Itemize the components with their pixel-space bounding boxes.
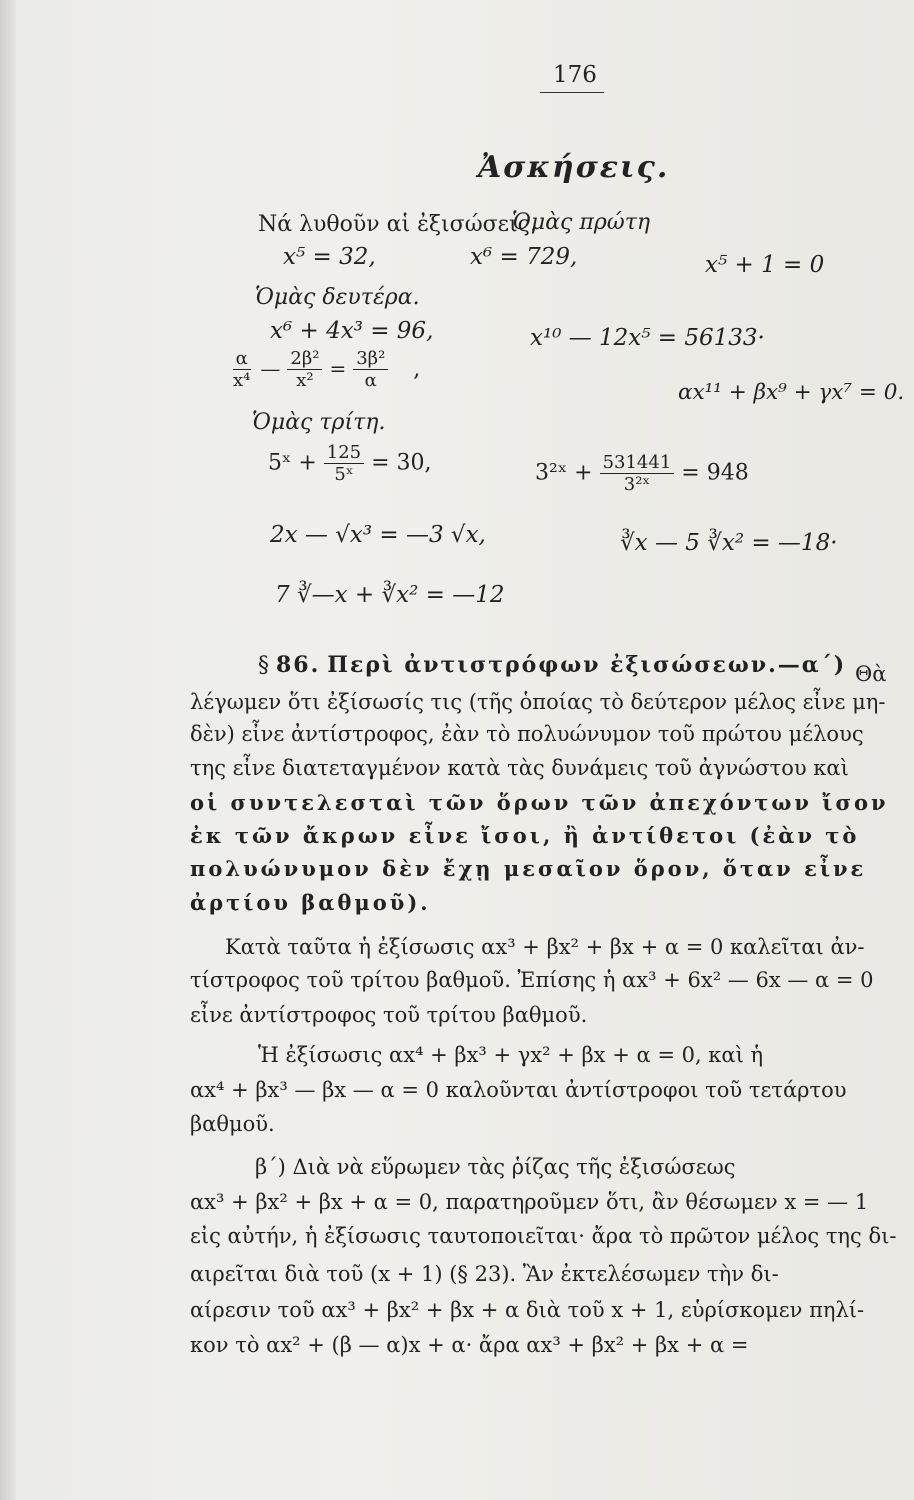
para-4-line-5: αίρεσιν τοῦ αx³ + βx² + βx + α διὰ τοῦ x + 1, εὑρίσκομεν πηλί- xyxy=(190,1298,865,1322)
para-1-line-2: δὲν) εἶνε ἀντίστροφος, ἐὰν τὸ πολυώνυμον τοῦ πρώτου μέλους xyxy=(190,722,864,746)
para-2-line-1: Κατὰ ταῦτα ἡ ἐξίσωσις αx³ + βx² + βx + α = 0 καλεῖται ἀν- xyxy=(225,935,865,959)
group-3-eq-5: 7 ∛—x + ∛x² = —12 xyxy=(275,582,505,608)
para-2-line-2: τίστροφος τοῦ τρίτου βαθμοῦ. Ἐπίσης ἡ αx³ + 6x² — 6x — α = 0 xyxy=(190,968,874,992)
para-1-line-6: πολυώνυμον δὲν ἔχῃ μεσαῖον ὅρον, ὅταν εἶνε xyxy=(190,856,867,881)
group-1-eq-1: x⁵ = 32, xyxy=(283,244,376,270)
exercises-title: Ἀσκήσεις. xyxy=(478,150,670,185)
para-1-line-0: Θὰ xyxy=(855,662,887,686)
group-3-label: Ὁμὰς τρίτη. xyxy=(252,410,386,435)
para-3-line-2: αx⁴ + βx³ — βx — α = 0 καλοῦνται ἀντίστροφοι τοῦ τετάρτου xyxy=(190,1078,847,1102)
group-2-eq-1: x⁶ + 4x³ = 96, xyxy=(270,318,434,344)
fraction: $\frac{\alpha}{\text{x⁴}}$ xyxy=(233,348,251,391)
group-2-eq-3: $\frac{\alpha}{\text{x⁴}}$ — $\frac{\text{2β²}}{\text{x²}}$ = $\frac{\text{3β²}}{\alpha}$ , xyxy=(230,348,420,391)
page-number: 176 xyxy=(553,62,597,88)
group-1-eq-2: x⁶ = 729, xyxy=(470,244,578,270)
group-1-label: Ὁμὰς πρώτη xyxy=(512,210,651,235)
group-3-eq-4: ∛x — 5 ∛x² = —18· xyxy=(620,530,838,556)
para-4-line-6: κον τὸ αx² + (β — α)x + α· ἄρα αx³ + βx² + βx + α = xyxy=(190,1333,749,1357)
group-2-eq-2: x¹⁰ — 12x⁵ = 56133· xyxy=(530,325,765,351)
fraction: $\frac{531441}{\text{3²ˣ}}$ xyxy=(600,452,675,495)
para-4-line-1: β΄) Διὰ νὰ εὕρωμεν τὰς ῥίζας τῆς ἐξισώσεως xyxy=(255,1155,736,1179)
para-1-line-4: οἱ συντελεσταὶ τῶν ὅρων τῶν ἀπεχόντων ἴσον xyxy=(190,790,889,815)
para-2-line-3: εἶνε ἀντίστροφος τοῦ τρίτου βαθμοῦ. xyxy=(190,1003,588,1027)
para-3-line-3: βαθμοῦ. xyxy=(190,1112,275,1136)
para-4-line-4: αιρεῖται διὰ τοῦ (x + 1) (§ 23). Ἂν ἐκτελέσωμεν τὴν δι- xyxy=(190,1262,779,1286)
fraction: $\frac{125}{\text{5ˣ}}$ xyxy=(324,442,364,485)
para-1-line-5: ἐκ τῶν ἄκρων εἶνε ἴσοι, ἢ ἀντίθετοι (ἐὰν τὸ xyxy=(190,823,860,848)
section-heading: § 86. Περὶ ἀντιστρόφων ἐξισώσεων.—α΄) xyxy=(258,652,847,678)
group-3-eq-3: 2x — √x³ = —3 √x, xyxy=(270,522,486,548)
fraction: $\frac{\text{2β²}}{\text{x²}}$ xyxy=(287,348,322,391)
group-2-eq-4: αx¹¹ + βx⁹ + γx⁷ = 0. xyxy=(678,380,905,405)
group-1-eq-3: x⁵ + 1 = 0 xyxy=(705,252,825,278)
exercises-intro: Νά λυθοῦν αἱ ἐξισώσεις. xyxy=(258,212,537,237)
para-1-line-1: λέγωμεν ὅτι ἐξίσωσίς τις (τῆς ὁποίας τὸ δεύτερον μέλος εἶνε μη- xyxy=(190,690,886,714)
group-3-eq-1: 5ˣ + $\frac{125}{\text{5ˣ}}$ = 30, xyxy=(268,442,432,485)
fraction: $\frac{\text{3β²}}{\alpha}$ xyxy=(353,348,388,391)
group-3-eq-2: 3²ˣ + $\frac{531441}{\text{3²ˣ}}$ = 948 xyxy=(535,452,749,495)
group-2-label: Ὁμὰς δευτέρα. xyxy=(255,285,420,310)
para-1-line-3: της εἶνε διατεταγμένον κατὰ τὰς δυνάμεις τοῦ ἀγνώστου καὶ xyxy=(190,756,849,780)
para-3-line-1: Ἡ ἐξίσωσις αx⁴ + βx³ + γx² + βx + α = 0, καὶ ἡ xyxy=(258,1043,764,1067)
para-1-line-7: ἀρτίου βαθμοῦ). xyxy=(190,890,431,915)
page-binding-edge xyxy=(0,0,16,1500)
para-4-line-2: αx³ + βx² + βx + α = 0, παρατηροῦμεν ὅτι, ἂν θέσωμεν x = — 1 xyxy=(190,1190,869,1214)
para-4-line-3: εἰς αὐτήν, ἡ ἐξίσωσις ταυτοποιεῖται· ἄρα τὸ πρῶτον μέλος της δι- xyxy=(190,1224,897,1248)
page-number-rule xyxy=(540,92,604,93)
